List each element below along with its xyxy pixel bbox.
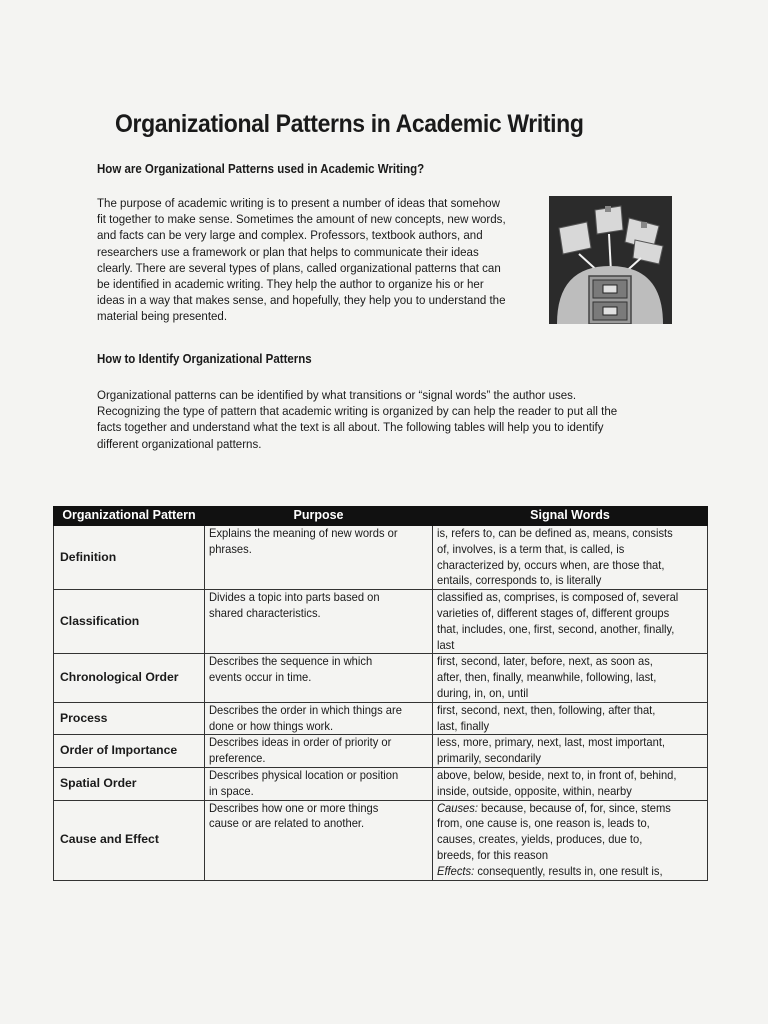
pattern-cell: Chronological Order <box>54 654 205 702</box>
cell-line: Describes ideas in order of priority or <box>209 735 392 750</box>
cell-line: after, then, finally, meanwhile, following, last, <box>437 670 657 685</box>
cell-line: above, below, beside, next to, in front of, behind, <box>437 767 677 782</box>
cell-line: phrases. <box>209 541 252 556</box>
page-title: Organizational Patterns in Academic Writing <box>115 110 584 138</box>
purpose-cell <box>205 590 433 654</box>
purpose-cell <box>205 735 433 768</box>
purpose-cell <box>205 526 433 590</box>
causes-line <box>437 801 684 817</box>
pattern-cell: Definition <box>54 526 205 590</box>
cell-line: varieties of, different stages of, different groups <box>437 605 670 620</box>
signal-words-cell <box>433 800 708 880</box>
cell-line: first, second, next, then, following, after that, <box>437 702 656 717</box>
cell-line: Describes the order in which things are <box>209 702 402 717</box>
cell-line: Describes physical location or position <box>209 767 399 782</box>
section-heading-usage: How are Organizational Patterns used in Academic Writing? <box>97 162 425 176</box>
paragraph-line: Organizational patterns can be identified by what transitions or “signal words” the author uses. <box>97 388 577 402</box>
cell-line: events occur in time. <box>209 670 312 685</box>
signal-words-cell <box>433 526 708 590</box>
section-heading-identify: How to Identify Organizational Patterns <box>97 352 312 366</box>
purpose-cell <box>205 800 433 880</box>
signal-words-cell <box>433 702 708 735</box>
cell-line: classified as, comprises, is composed of, several <box>437 590 679 605</box>
cell-line: last, finally <box>437 718 490 733</box>
identify-paragraph <box>97 387 697 452</box>
signal-words-cell <box>433 735 708 768</box>
effects-text: consequently, results in, one result is, <box>474 863 663 878</box>
cell-line: causes, creates, yields, produces, due to, <box>437 832 643 847</box>
table-row <box>54 767 708 800</box>
cell-line: shared characteristics. <box>209 605 321 620</box>
cell-line: characterized by, occurs when, are those that, <box>437 557 665 572</box>
paragraph-line: and facts can be very large and complex. Professors, textbook authors, and <box>97 228 483 243</box>
cell-line: is, refers to, can be defined as, means, consists <box>437 526 673 540</box>
paragraph-line: material being presented. <box>97 309 228 324</box>
paragraph-line: different organizational patterns. <box>97 436 262 451</box>
paragraph-line: ideas in a way that makes sense, and hopefully, they help you to understand the <box>97 293 506 308</box>
pattern-cell: Spatial Order <box>54 767 205 800</box>
cell-line: Describes the sequence in which <box>209 654 373 669</box>
signal-words-cell <box>433 654 708 702</box>
cell-line: from, one cause is, one reason is, leads to, <box>437 816 650 831</box>
purpose-cell <box>205 654 433 702</box>
column-header-purpose: Purpose <box>205 507 433 526</box>
cell-line: Explains the meaning of new words or <box>209 526 398 540</box>
cell-line: preference. <box>209 751 266 766</box>
table-row <box>54 654 708 702</box>
cell-line: Describes how one or more things <box>209 800 379 815</box>
column-header-pattern: Organizational Pattern <box>54 507 205 526</box>
cell-line: of, involves, is a term that, is called, is <box>437 541 625 556</box>
causes-text: because, because of, for, since, stems <box>477 800 671 815</box>
patterns-table <box>53 506 708 881</box>
table-header-row <box>54 507 708 526</box>
signal-words-cell <box>433 767 708 800</box>
table-row <box>54 800 708 880</box>
causes-label: Causes: <box>437 800 478 815</box>
column-header-signal-words: Signal Words <box>433 507 708 526</box>
cell-line: that, includes, one, first, second, another, finally, <box>437 621 675 636</box>
table-row <box>54 526 708 590</box>
paragraph-line: be identified in academic writing. They help the author to organize his or her <box>97 277 484 292</box>
pattern-cell: Cause and Effect <box>54 800 205 880</box>
pattern-cell: Classification <box>54 590 205 654</box>
cell-line: last <box>437 637 455 652</box>
file-cabinet-icon <box>549 196 672 324</box>
pattern-cell: Process <box>54 702 205 735</box>
paragraph-line: fit together to make sense. Sometimes the amount of new concepts, new words, <box>97 212 506 227</box>
paragraph-line: clearly. There are several types of plans, called organizational patterns that can <box>97 260 501 275</box>
effects-line <box>437 864 684 880</box>
cell-line: primarily, secondarily <box>437 751 541 766</box>
cell-line: in space. <box>209 783 254 798</box>
signal-words-cell <box>433 590 708 654</box>
cell-line: breeds, for this reason <box>437 847 549 862</box>
table-row <box>54 735 708 768</box>
table-row <box>54 702 708 735</box>
cell-line: cause or are related to another. <box>209 816 365 831</box>
paragraph-line: The purpose of academic writing is to present a number of ideas that somehow <box>97 196 500 210</box>
paragraph-line: Recognizing the type of pattern that academic writing is organized by can help the reader to put all the <box>97 404 618 419</box>
cell-line: entails, corresponds to, is literally <box>437 573 602 588</box>
paragraph-line: researchers use a framework or plan that helps to communicate their ideas <box>97 244 479 259</box>
cell-line: during, in, on, until <box>437 685 529 700</box>
intro-paragraph <box>97 195 537 325</box>
purpose-cell <box>205 767 433 800</box>
cell-line: Divides a topic into parts based on <box>209 590 380 605</box>
paragraph-line: facts together and understand what the text is all about. The following tables will help you to identify <box>97 420 604 435</box>
cell-line: inside, outside, opposite, within, nearby <box>437 783 632 798</box>
purpose-cell <box>205 702 433 735</box>
cell-line: first, second, later, before, next, as soon as, <box>437 654 653 669</box>
cell-line: less, more, primary, next, last, most important, <box>437 735 666 750</box>
cell-line: done or how things work. <box>209 718 334 733</box>
table-row <box>54 590 708 654</box>
effects-label: Effects: <box>437 863 475 878</box>
pattern-cell: Order of Importance <box>54 735 205 768</box>
